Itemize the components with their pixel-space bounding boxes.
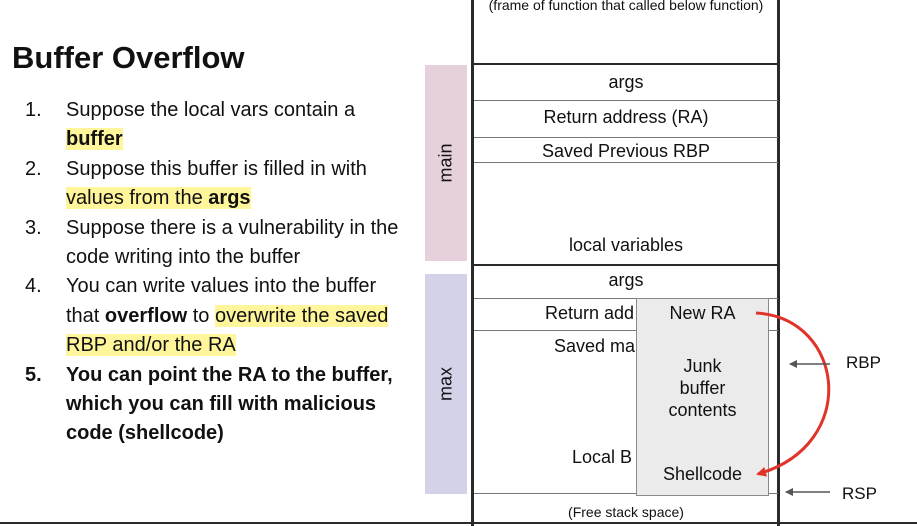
main-saved-rbp-cell: Saved Previous RBP [541, 141, 711, 161]
rbp-register-label: RBP [846, 353, 881, 372]
item-text-segment: Suppose there is a vulnerability in the code writing into the buffer [66, 216, 399, 269]
item-number: 5. [25, 363, 42, 386]
max-frame-label: max [435, 366, 456, 402]
main-return-address-cell: Return address (RA) [543, 107, 709, 127]
item-text-segment: Suppose the local vars contain a [66, 99, 356, 121]
rsp-register-label: RSP [842, 484, 877, 503]
new-ra-label: New RA [669, 303, 736, 323]
item-text-segment: You can point the RA to the buffer, which you can fill with malicious code (shellcode) [66, 363, 393, 445]
item-number: 4. [25, 275, 42, 298]
item-text-segment: args [208, 187, 251, 210]
shellcode-label: Shellcode [662, 464, 743, 484]
item-number: 3. [25, 216, 42, 239]
max-args-cell: args [608, 270, 644, 290]
redirect-arrow [756, 313, 829, 474]
caller-frame-label: (frame of function that called below function) [488, 0, 764, 13]
free-stack-space-label: (Free stack space) [568, 504, 684, 520]
item-text-segment: values from the [66, 187, 209, 210]
item-text-segment: Suppose this buffer is filled in with [66, 157, 367, 180]
item-text-segment: You can write values into the buffer that [66, 275, 377, 327]
slide-title: Buffer Overflow [12, 40, 245, 75]
main-frame-label: main [435, 143, 456, 183]
item-text-segment: overflow [104, 304, 188, 327]
item-text-segment: buffer [66, 128, 123, 151]
junk-buffer-label: Junk buffer contents [668, 356, 737, 420]
max-local-buffer-cell: Local B [572, 447, 633, 467]
bottom-rule [0, 522, 917, 524]
item-text-segment: to [187, 304, 215, 327]
item-number: 1. [25, 99, 42, 121]
main-args-cell: args [608, 72, 644, 92]
item-number: 2. [25, 157, 42, 180]
max-saved-rbp-cell: Saved ma [554, 336, 636, 356]
main-local-variables-cell: local variables [568, 235, 684, 255]
max-return-address-cell: Return add [545, 303, 635, 323]
item-text-segment: overwrite the saved RBP and/or the RA [66, 304, 389, 357]
